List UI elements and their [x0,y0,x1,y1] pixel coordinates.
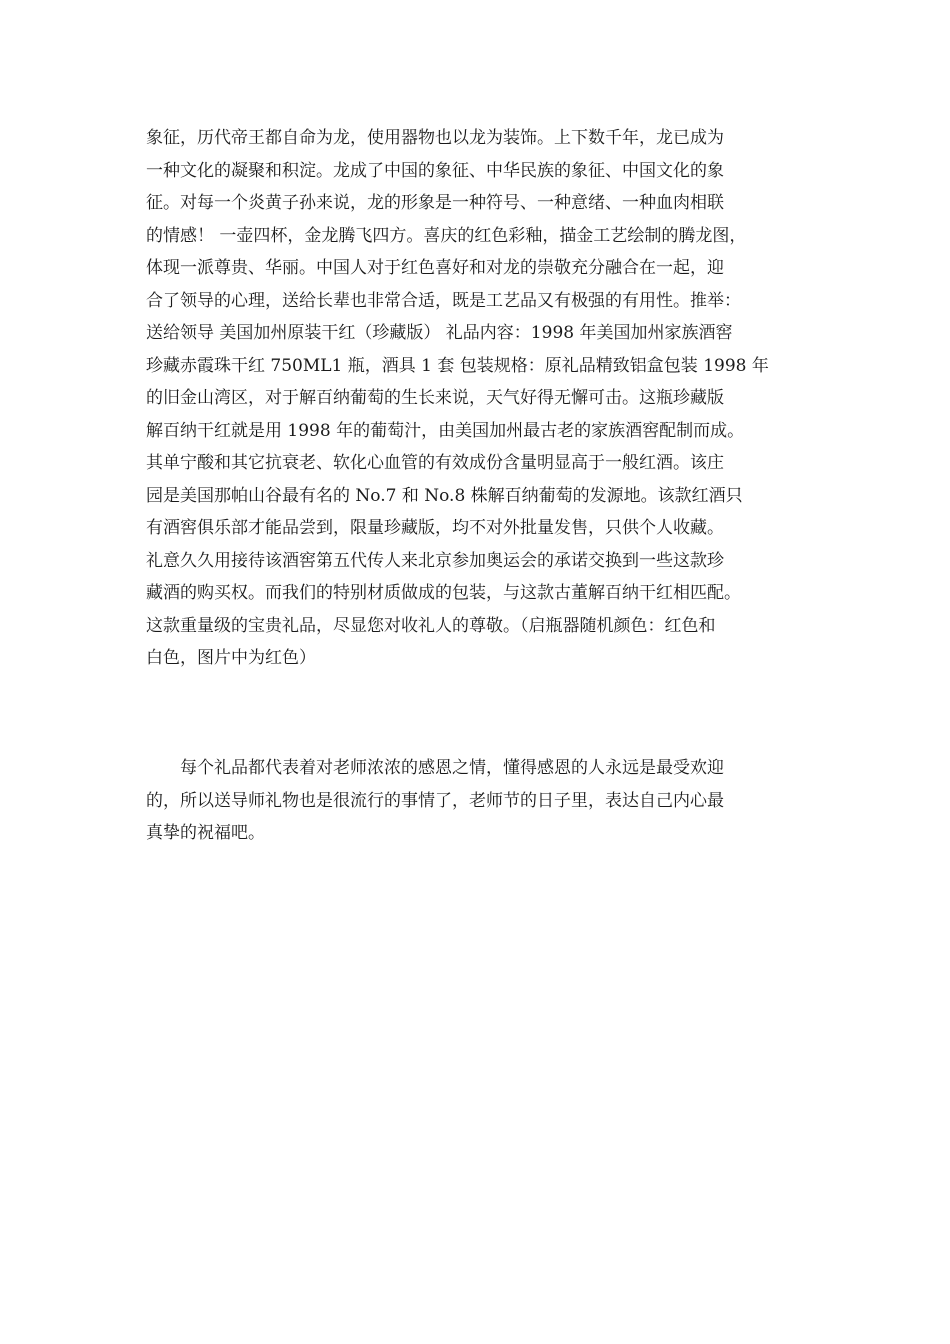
text-line: 每个礼品都代表着对老师浓浓的感恩之情，懂得感恩的人永远是最受欢迎 [180,758,724,778]
text-line: 礼意久久用接待该酒窖第五代传人来北京参加奥运会的承诺交换到一些这款珍 [146,550,724,571]
text-line: 藏酒的购买权。而我们的特别材质做成的包装，与这款古董解百纳干红相匹配。 [146,583,741,603]
text-line: 合了领导的心理，送给长辈也非常合适，既是工艺品又有极强的有用性。推举： [146,290,741,311]
text-line: 有酒窖俱乐部才能品尝到，限量珍藏版，均不对外批量发售，只供个人收藏。 [146,518,724,538]
body-paragraph [146,752,826,850]
text-line: 解百纳干红就是用 1998 年的葡萄汁，由美国加州最古老的家族酒窖配制而成。 [146,420,745,441]
text-line: 的旧金山湾区，对于解百纳葡萄的生长来说，天气好得无懈可击。这瓶珍藏版 [146,388,724,408]
text-line: 白色，图片中为红色） [146,648,316,668]
text-line: 的，所以送导师礼物也是很流行的事情了，老师节的日子里，表达自己内心最 [146,790,724,811]
text-line: 真挚的祝福吧。 [146,823,265,843]
text-line: 送给领导 美国加州原装干红（珍藏版） 礼品内容：1998 年美国加州家族酒窖 [146,323,733,343]
text-line: 珍藏赤霞珠干红 750ML1 瓶，酒具 1 套 包装规格：原礼品精致铝盒包装 1998 年 [146,355,769,376]
body-paragraph [146,122,826,675]
text-line: 一种文化的凝聚和积淀。龙成了中国的象征、中华民族的象征、中国文化的象 [146,160,724,181]
text-line: 这款重量级的宝贵礼品，尽显您对收礼人的尊敬。（启瓶器随机颜色：红色和 [146,615,716,636]
text-line: 体现一派尊贵、华丽。中国人对于红色喜好和对龙的崇敬充分融合在一起，迎 [146,258,724,278]
text-line: 象征，历代帝王都自命为龙，使用器物也以龙为装饰。上下数千年，龙已成为 [146,128,724,148]
text-line: 的情感！ 一壶四杯，金龙腾飞四方。喜庆的红色彩釉，描金工艺绘制的腾龙图， [146,225,747,246]
text-line: 征。对每一个炎黄子孙来说，龙的形象是一种符号、一种意绪、一种血肉相联 [146,193,724,213]
text-line: 其单宁酸和其它抗衰老、软化心血管的有效成份含量明显高于一般红酒。该庄 [146,453,724,473]
text-line: 园是美国那帕山谷最有名的 No.7 和 No.8 株解百纳葡萄的发源地。该款红酒只 [146,485,743,506]
